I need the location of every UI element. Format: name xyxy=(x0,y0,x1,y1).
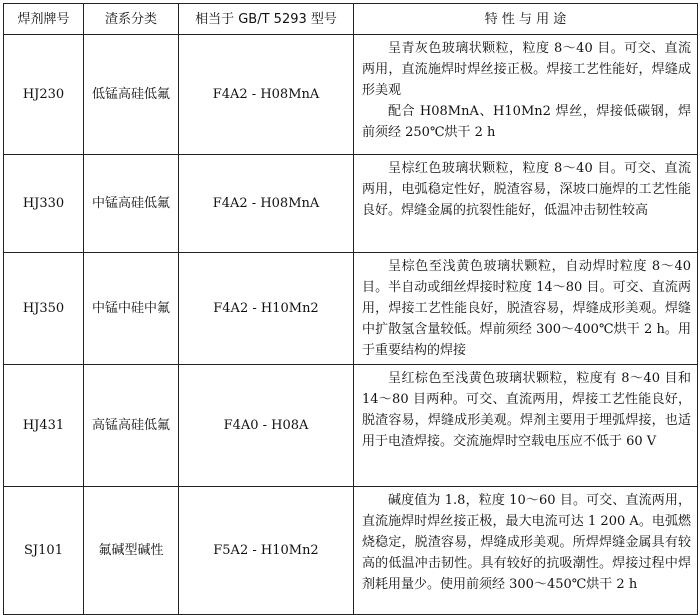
table-row xyxy=(4,35,698,155)
flux-brand: HJ330 xyxy=(4,155,84,253)
table-row xyxy=(4,365,698,487)
slag-type: 中锰中硅中氟 xyxy=(84,253,179,365)
slag-type: 高锰高硅低氟 xyxy=(84,365,179,487)
flux-properties-table xyxy=(3,3,698,615)
gb-model: F4A2 - H10Mn2 xyxy=(179,253,354,365)
properties-cell xyxy=(354,365,698,487)
flux-brand: HJ230 xyxy=(4,35,84,155)
properties-text: 呈红棕色至浅黄色玻璃状颗粒，粒度有 8～40 目和 14～80 目两种。可交、直流两用，焊接工艺性能良好，脱渣容易，焊缝成形美观。焊剂主要用于埋弧焊接，也适用于电渣焊接。交流施焊时空载电压应不低于 60 V xyxy=(362,371,691,449)
gb-model: F5A2 - H10Mn2 xyxy=(179,487,354,615)
table-row xyxy=(4,253,698,365)
flux-brand: SJ101 xyxy=(4,487,84,615)
col-header-brand: 焊剂牌号 xyxy=(4,4,84,35)
table-row xyxy=(4,487,698,615)
gb-model: F4A0 - H08A xyxy=(179,365,354,487)
header-row xyxy=(4,4,698,35)
properties-cell xyxy=(354,155,698,253)
col-header-gb-model: 相当于 GB/T 5293 型号 xyxy=(179,4,354,35)
properties-cell xyxy=(354,487,698,615)
gb-model: F4A2 - H08MnA xyxy=(179,155,354,253)
properties-text: 碱度值为 1.8，粒度 10～60 目。可交、直流两用，直流施焊时焊丝接正极，最大电流可达 1 200 A。电弧燃烧稳定，脱渣容易，焊缝成形美观。所焊焊缝金属具有较高的低温冲击韧性。具有较好的抗吸潮性。焊接过程中焊剂耗用量少。使用前须经 300～450℃烘干 2 h xyxy=(362,493,691,592)
properties-text: 呈棕红色玻璃状颗粒，粒度 8～40 目。可交、直流两用，电弧稳定性好，脱渣容易，深坡口施焊的工艺性能良好。焊缝金属的抗裂性能好，低温冲击韧性较高 xyxy=(362,161,691,218)
col-header-slag-type: 渣系分类 xyxy=(84,4,179,35)
properties-text: 呈棕色至浅黄色玻璃状颗粒，自动焊时粒度 8～40 目。半自动或细丝焊接时粒度 14～80 目。可交、直流两用，焊接工艺性能良好，脱渣容易，焊缝成形美观。焊缝中扩散氢含量较低。焊前须经 300～400℃烘干 2 h。用于重要结构的焊接 xyxy=(362,259,691,358)
properties-text: 配合 H08MnA、H10Mn2 焊丝，焊接低碳钢，焊前须经 250℃烘干 2 h xyxy=(362,104,691,140)
flux-brand: HJ350 xyxy=(4,253,84,365)
table-row xyxy=(4,155,698,253)
properties-text: 呈青灰色玻璃状颗粒，粒度 8～40 目。可交、直流两用，直流施焊时焊丝接正极。焊接工艺性能好，焊缝成形美观 xyxy=(362,41,691,98)
slag-type: 氟碱型碱性 xyxy=(84,487,179,615)
properties-cell xyxy=(354,35,698,155)
slag-type: 低锰高硅低氟 xyxy=(84,35,179,155)
flux-brand: HJ431 xyxy=(4,365,84,487)
gb-model: F4A2 - H08MnA xyxy=(179,35,354,155)
col-header-properties: 特 性 与 用 途 xyxy=(354,4,698,35)
slag-type: 中锰高硅低氟 xyxy=(84,155,179,253)
properties-cell xyxy=(354,253,698,365)
